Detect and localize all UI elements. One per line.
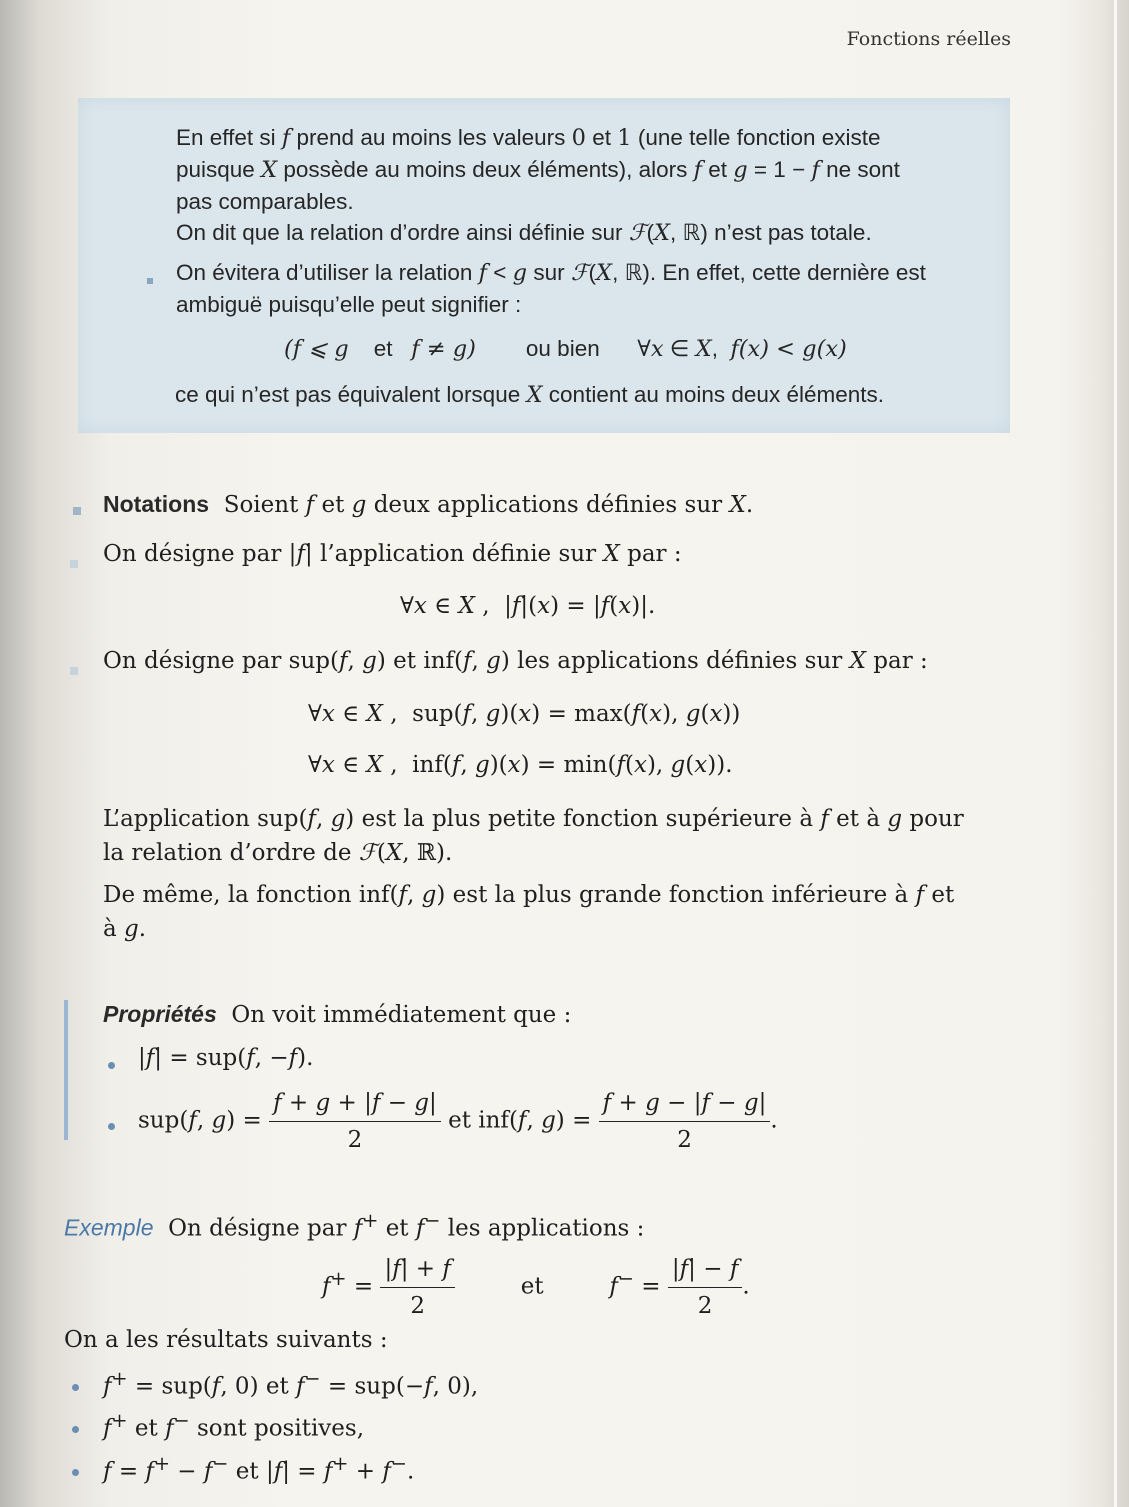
text: Soient <box>223 492 299 518</box>
notations-label: Notations <box>103 491 210 517</box>
remark-paragraph-3: On évitera d’utiliser la relation f < g sur ℱ(X, ℝ). En effet, cette dernière est ambiguë puisqu’elle peut signifier : <box>176 260 926 317</box>
text: ambiguë puisqu’elle peut signifier : <box>176 292 522 317</box>
text: puisque <box>176 157 255 182</box>
text: L’application <box>103 806 250 832</box>
notations-paragraph-1: L’application sup(f, g) est la plus petite fonction supérieure à f et à g pour la relation d’ordre de ℱ(X, ℝ). <box>103 806 964 866</box>
result-3: f = f+ − f− et |f| = f+ + f−. <box>103 1452 415 1485</box>
text: ce qui n’est pas équivalent lorsque <box>175 382 521 407</box>
text: et <box>235 1458 259 1485</box>
text: et <box>265 1373 289 1400</box>
notations-intro: Notations Soient f et g deux applications définies sur X. <box>103 491 754 518</box>
text: On dit que la relation d’ordre ainsi définie sur <box>176 220 623 245</box>
text: par : <box>627 541 682 567</box>
text: par : <box>873 648 928 674</box>
text: pas comparables. <box>176 189 354 214</box>
bullet-square <box>70 660 78 679</box>
notations-item-2: On désigne par sup(f, g) et inf(f, g) les applications définies sur X par : <box>103 648 928 674</box>
sup-definition: ∀x ∈ X , sup(f, g)(x) = max(f(x), g(x)) <box>308 701 741 727</box>
text: et <box>373 336 393 361</box>
text: possède au moins deux éléments), alors <box>283 157 688 182</box>
text: et <box>134 1415 158 1442</box>
running-header: Fonctions réelles <box>846 28 1011 50</box>
example-results-intro: On a les résultats suivants : <box>64 1327 388 1353</box>
text: pour <box>909 806 964 832</box>
result-1: f+ = sup(f, 0) et f− = sup(−f, 0), <box>103 1367 479 1400</box>
text: On désigne par <box>103 541 282 567</box>
text: (une telle fonction existe <box>637 125 881 150</box>
text: est la plus grande fonction inférieure à <box>452 882 909 908</box>
result-2: f+ et f− sont positives, <box>103 1409 365 1442</box>
bullet-square <box>73 500 81 519</box>
text: On désigne par <box>168 1215 347 1242</box>
properties-label: Propriétés <box>103 1001 217 1027</box>
text: et <box>448 1107 471 1134</box>
text: sur <box>533 260 565 285</box>
text: et <box>592 125 612 150</box>
notations-item-1: On désigne par |f| l’application définie sur X par : <box>103 541 682 567</box>
example-label: Exemple <box>64 1214 154 1241</box>
text: et <box>385 1215 409 1242</box>
inf-definition: ∀x ∈ X , inf(f, g)(x) = min(f(x), g(x)). <box>308 752 733 778</box>
text: et <box>393 648 417 674</box>
bullet-square <box>70 553 78 572</box>
properties-bar <box>64 1000 68 1140</box>
text: ou bien <box>525 336 600 361</box>
bullet-dot <box>72 1461 79 1480</box>
remark-paragraph-1: En effet si f prend au moins les valeurs 0 et 1 (une telle fonction existe puisque X possède au moins deux éléments), alors f et g = 1 − f ne sont pas comparables. <box>176 125 900 214</box>
text: les applications définies sur <box>517 648 843 674</box>
text: n’est pas totale. <box>714 220 872 245</box>
text: deux applications définies sur <box>373 492 723 518</box>
bullet-dot <box>72 1376 79 1395</box>
text: On voit immédiatement que : <box>231 1002 572 1028</box>
text: prend au moins les valeurs <box>296 125 566 150</box>
remark-equation: (f ⩽ g et f ≠ g) ou bien ∀x ∈ X, f(x) < g(x) <box>284 336 847 362</box>
text: . En effet, cette dernière est <box>649 260 926 285</box>
properties-intro <box>103 997 571 1032</box>
text: et <box>321 492 345 518</box>
text: à <box>103 916 117 942</box>
text: On évitera d’utiliser la relation <box>176 260 473 285</box>
bullet-dot <box>108 1054 115 1073</box>
text: et <box>708 157 727 182</box>
property-1: |f| = sup(f, −f). <box>138 1045 314 1071</box>
page-edge <box>1114 0 1117 1507</box>
example-equation: f+ = $\frac{|f| + f}{2}$ et f− = $\frac{|f| - f}{2}$ . <box>322 1252 750 1323</box>
text: En effet si <box>176 125 276 150</box>
text: l’application définie sur <box>320 541 597 567</box>
remark-paragraph-2: On dit que la relation d’ordre ainsi définie sur ℱ(X, ℝ) n’est pas totale. <box>176 220 872 246</box>
text: ne sont <box>826 157 900 182</box>
text: et <box>520 1273 544 1300</box>
text: est la plus petite fonction supérieure à <box>361 806 814 832</box>
text: contient au moins deux éléments. <box>548 382 884 407</box>
text: la relation d’ordre de <box>103 840 352 866</box>
text: sont positives, <box>196 1415 365 1442</box>
notations-paragraph-2: De même, la fonction inf(f, g) est la plus grande fonction inférieure à f et à g. <box>103 882 955 942</box>
text: les applications : <box>447 1215 645 1242</box>
bullet-dot <box>72 1418 79 1437</box>
text: On désigne par <box>103 648 282 674</box>
text: De même, la fonction <box>103 882 352 908</box>
text: et à <box>836 806 881 832</box>
remark-paragraph-4: ce qui n’est pas équivalent lorsque X contient au moins deux éléments. <box>175 382 884 408</box>
property-2: sup(f, g) = $\frac{f + g + |f - g|}{2}$ et inf(f, g) = $\frac{f + g - |f - g|}{2}$ . <box>138 1086 778 1157</box>
bullet-square <box>147 269 153 288</box>
example-intro: Exemple On désigne par f+ et f− les applications : <box>64 1209 645 1242</box>
abs-definition: ∀x ∈ X , |f|(x) = |f(x)|. <box>400 593 656 619</box>
bullet-dot <box>108 1115 115 1134</box>
text: et <box>931 882 955 908</box>
